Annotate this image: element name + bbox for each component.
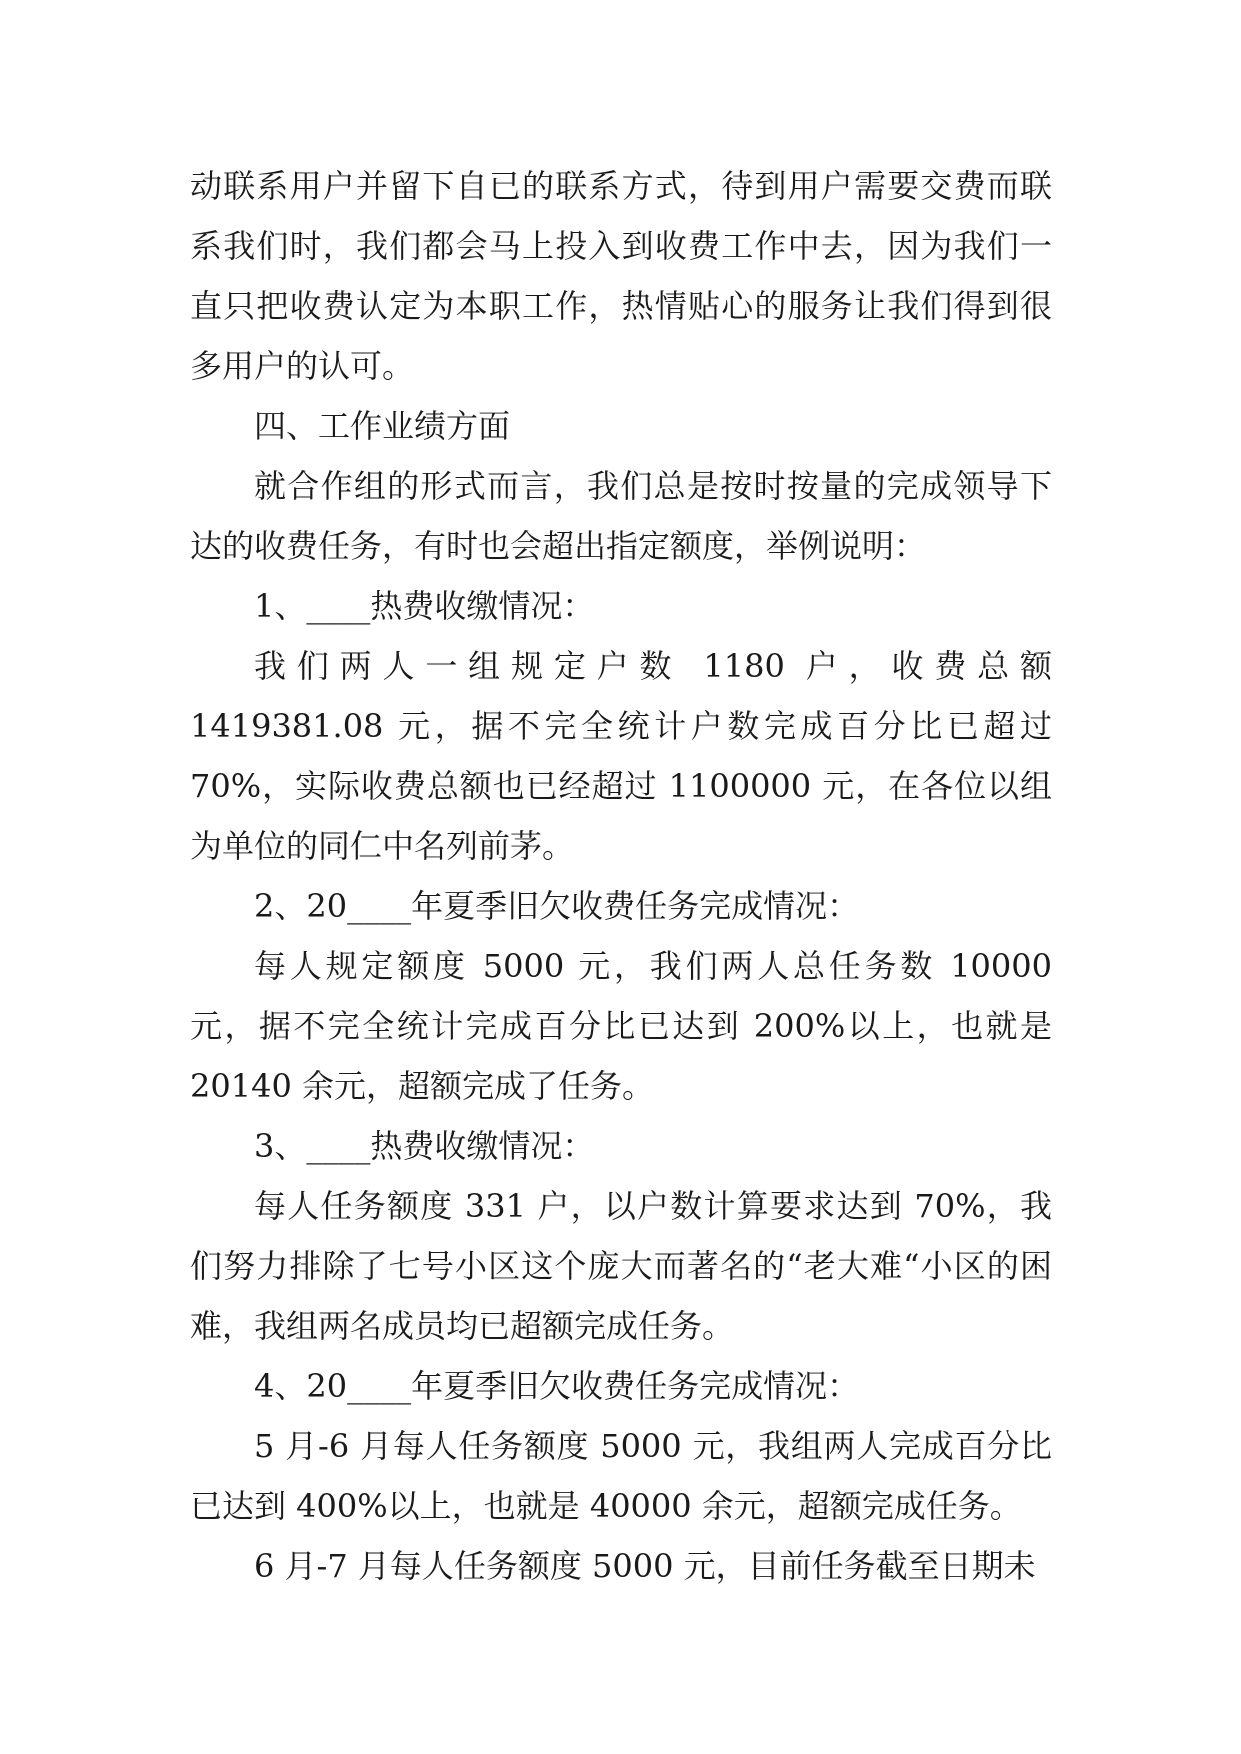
paragraph: 我们两人一组规定户数 1180 户，收费总额 1419381.08 元，据不完全统计户数完成百分比已超过 70%，实际收费总额也已经超过 1100000 元，在各位以组为单位的同仁中名列前茅。: [190, 647, 1052, 865]
paragraph: 6 月-7 月每人任务额度 5000 元，目前任务截至日期未: [254, 1547, 1036, 1585]
list-item-heading: 4、20____年夏季旧欠收费任务完成情况：: [254, 1367, 860, 1405]
document-body: [190, 156, 1052, 1596]
list-item-heading: 3、____热费收缴情况：: [254, 1127, 595, 1165]
section-heading: 四、工作业绩方面: [254, 407, 511, 445]
list-item-heading: 2、20____年夏季旧欠收费任务完成情况：: [254, 887, 860, 925]
paragraph: 5 月-6 月每人任务额度 5000 元，我组两人完成百分比已达到 400%以上，也就是 40000 余元，超额完成任务。: [190, 1427, 1052, 1525]
paragraph-continuation: 动联系用户并留下自已的联系方式，待到用户需要交费而联系我们时，我们都会马上投入到收费工作中去，因为我们一直只把收费认定为本职工作，热情贴心的服务让我们得到很多用户的认可。: [190, 167, 1052, 385]
paragraph: 每人任务额度 331 户，以户数计算要求达到 70%，我们努力排除了七号小区这个庞大而著名的“老大难“小区的困难，我组两名成员均已超额完成任务。: [190, 1187, 1052, 1345]
paragraph: 就合作组的形式而言，我们总是按时按量的完成领导下达的收费任务，有时也会超出指定额度，举例说明：: [190, 467, 1052, 565]
paragraph: 每人规定额度 5000 元，我们两人总任务数 10000 元，据不完全统计完成百分比已达到 200%以上，也就是 20140 余元，超额完成了任务。: [190, 947, 1052, 1105]
list-item-heading: 1、____热费收缴情况：: [254, 587, 595, 625]
